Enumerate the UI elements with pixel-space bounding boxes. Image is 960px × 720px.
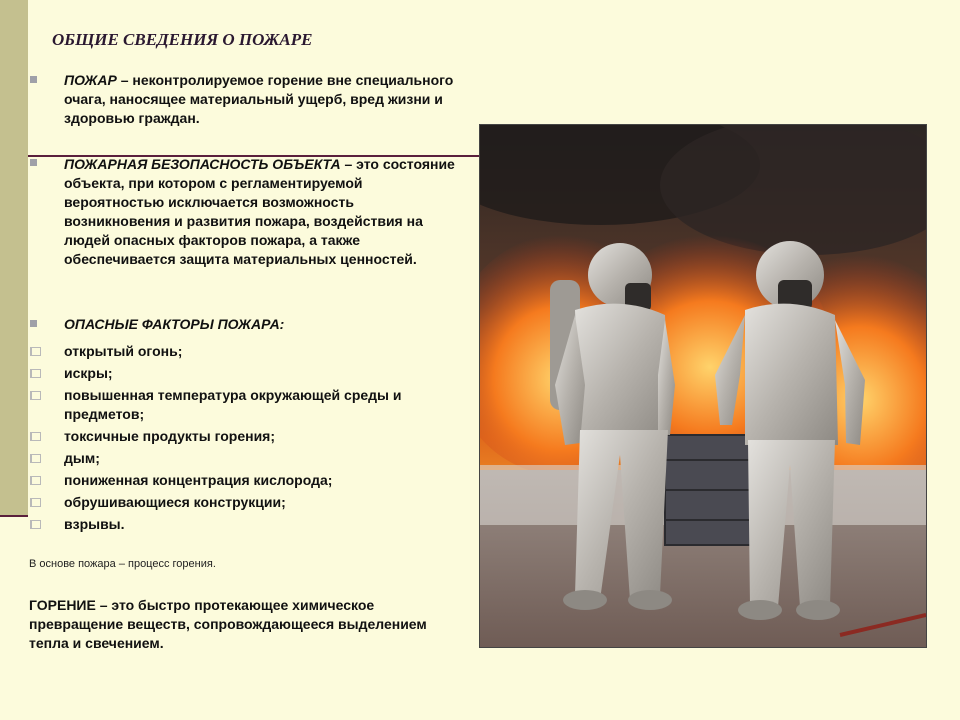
hand-pointer-icon: [30, 520, 41, 529]
list-item: повышенная температура окружающей среды и предметов;: [28, 386, 468, 424]
sidebar-bar: [0, 0, 28, 515]
note-text: В основе пожара – процесс горения.: [29, 558, 216, 570]
definition-burning: [29, 596, 449, 653]
sidebar-divider: [0, 515, 28, 517]
hand-pointer-icon: [30, 347, 41, 356]
list-item: токсичные продукты горения;: [28, 427, 468, 446]
list-item: открытый огонь;: [28, 342, 468, 361]
definition-fire-text: – неконтролируемое горение вне специального очага, наносящее материальный ущерб, вред жизни и здоровью граждан.: [64, 72, 454, 126]
list-item: искры;: [28, 364, 468, 383]
definition-burning-text: – это быстро протекающее химическое превращение веществ, сопровождающееся выделением тепла и свечением.: [29, 597, 427, 651]
bullet-square-icon: [30, 76, 37, 83]
bullet-square-icon: [30, 159, 37, 166]
firefighters-illustration: [480, 125, 926, 647]
hand-pointer-icon: [30, 454, 41, 463]
hand-pointer-icon: [30, 391, 41, 400]
hazards-heading: [64, 315, 464, 334]
hand-pointer-icon: [30, 476, 41, 485]
hand-pointer-icon: [30, 369, 41, 378]
page-title: ОБЩИЕ СВЕДЕНИЯ О ПОЖАРЕ: [52, 30, 313, 49]
firefighters-photo: [479, 124, 927, 648]
list-item: взрывы.: [28, 515, 468, 534]
list-item: обрушивающиеся конструкции;: [28, 493, 468, 512]
hand-pointer-icon: [30, 498, 41, 507]
definition-fire: [64, 71, 464, 128]
definition-fire-term: ПОЖАР: [64, 72, 117, 88]
hand-pointer-icon: [30, 432, 41, 441]
definition-safety-term: ПОЖАРНАЯ БЕЗОПАСНОСТЬ ОБЪЕКТА: [64, 156, 341, 172]
definition-burning-term: ГОРЕНИЕ: [29, 597, 96, 613]
definition-safety: [64, 155, 464, 269]
bullet-square-icon: [30, 320, 37, 327]
list-item: дым;: [28, 449, 468, 468]
hazards-heading-text: ОПАСНЫЕ ФАКТОРЫ ПОЖАРА:: [64, 316, 285, 332]
hazards-list: [28, 342, 468, 537]
definition-safety-text: – это состояние объекта, при котором с регламентируемой вероятностью исключается возможность возникновения и развития пожара, воздействия на людей опасных факторов пожара, а также обеспечивается защита материальных ценностей.: [64, 156, 455, 267]
list-item: пониженная концентрация кислорода;: [28, 471, 468, 490]
